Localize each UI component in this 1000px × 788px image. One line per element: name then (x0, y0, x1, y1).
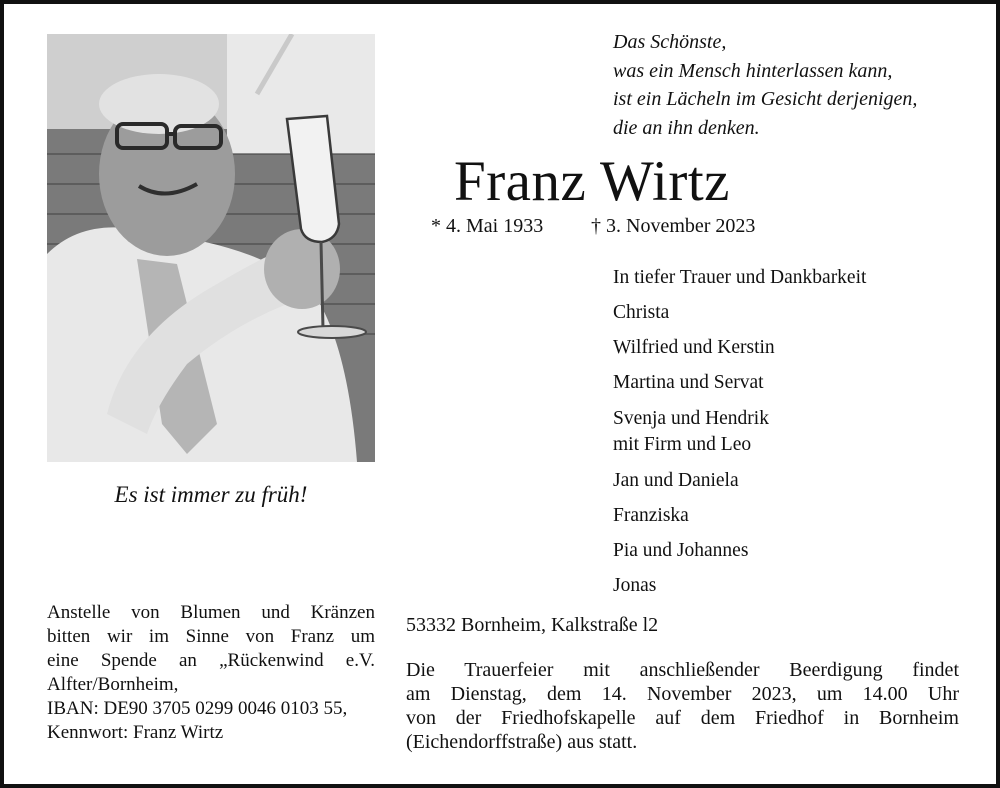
funeral-line: von der Friedhofskapelle auf dem Friedhof in Bornheim (406, 707, 959, 729)
quote-line: ist ein Lächeln im Gesicht derjenigen, (613, 88, 918, 110)
funeral-line: Die Trauerfeier mit anschließender Beerdigung findet (406, 659, 959, 681)
funeral-line: am Dienstag, dem 14. November 2023, um 14.00 Uhr (406, 683, 959, 705)
iban-line: IBAN: DE90 3705 0299 0046 0103 55, (47, 698, 348, 719)
quote-line: die an ihn denken. (613, 116, 760, 139)
birth-date: * 4. Mai 1933 (431, 215, 544, 237)
mourners-intro: In tiefer Trauer und Dankbarkeit (613, 267, 867, 288)
death-date: † 3. November 2023 (591, 215, 756, 237)
family-address: 53332 Bornheim, Kalkstraße l2 (406, 614, 659, 636)
mourner-name: Christa (613, 302, 670, 323)
donation-line: Anstelle von Blumen und Kränzen (47, 602, 375, 623)
mourner-name: Martina und Servat (613, 372, 764, 393)
donation-line: bitten wir im Sinne von Franz um (47, 626, 375, 647)
mourner-name: Svenja und Hendrik (613, 408, 769, 429)
memorial-quote (613, 28, 983, 142)
mourner-name: Franziska (613, 505, 689, 526)
portrait-illustration (47, 34, 375, 462)
mourner-name: Pia und Johannes (613, 540, 749, 561)
portrait-photo (47, 34, 375, 462)
funeral-details (406, 658, 959, 754)
mourner-name: Wilfried und Kerstin (613, 337, 775, 358)
mourners-list (613, 266, 983, 609)
mourner-group (613, 406, 983, 458)
donation-line: Alfter/Bornheim, (47, 674, 179, 695)
mourner-name: Jan und Daniela (613, 470, 739, 491)
deceased-name: Franz Wirtz (454, 150, 730, 213)
donation-notice (47, 601, 375, 745)
mourner-name: mit Firm und Leo (613, 434, 752, 455)
keyword-line: Kennwort: Franz Wirtz (47, 722, 224, 743)
quote-line: Das Schönste, (613, 31, 727, 53)
quote-line: was ein Mensch hinterlassen kann, (613, 59, 893, 82)
funeral-line: (Eichendorffstraße) aus statt. (406, 731, 638, 753)
donation-line: eine Spende an „Rückenwind e.V. (47, 650, 375, 671)
mourner-name: Jonas (613, 575, 657, 596)
motto-text: Es ist immer zu früh! (114, 482, 308, 507)
